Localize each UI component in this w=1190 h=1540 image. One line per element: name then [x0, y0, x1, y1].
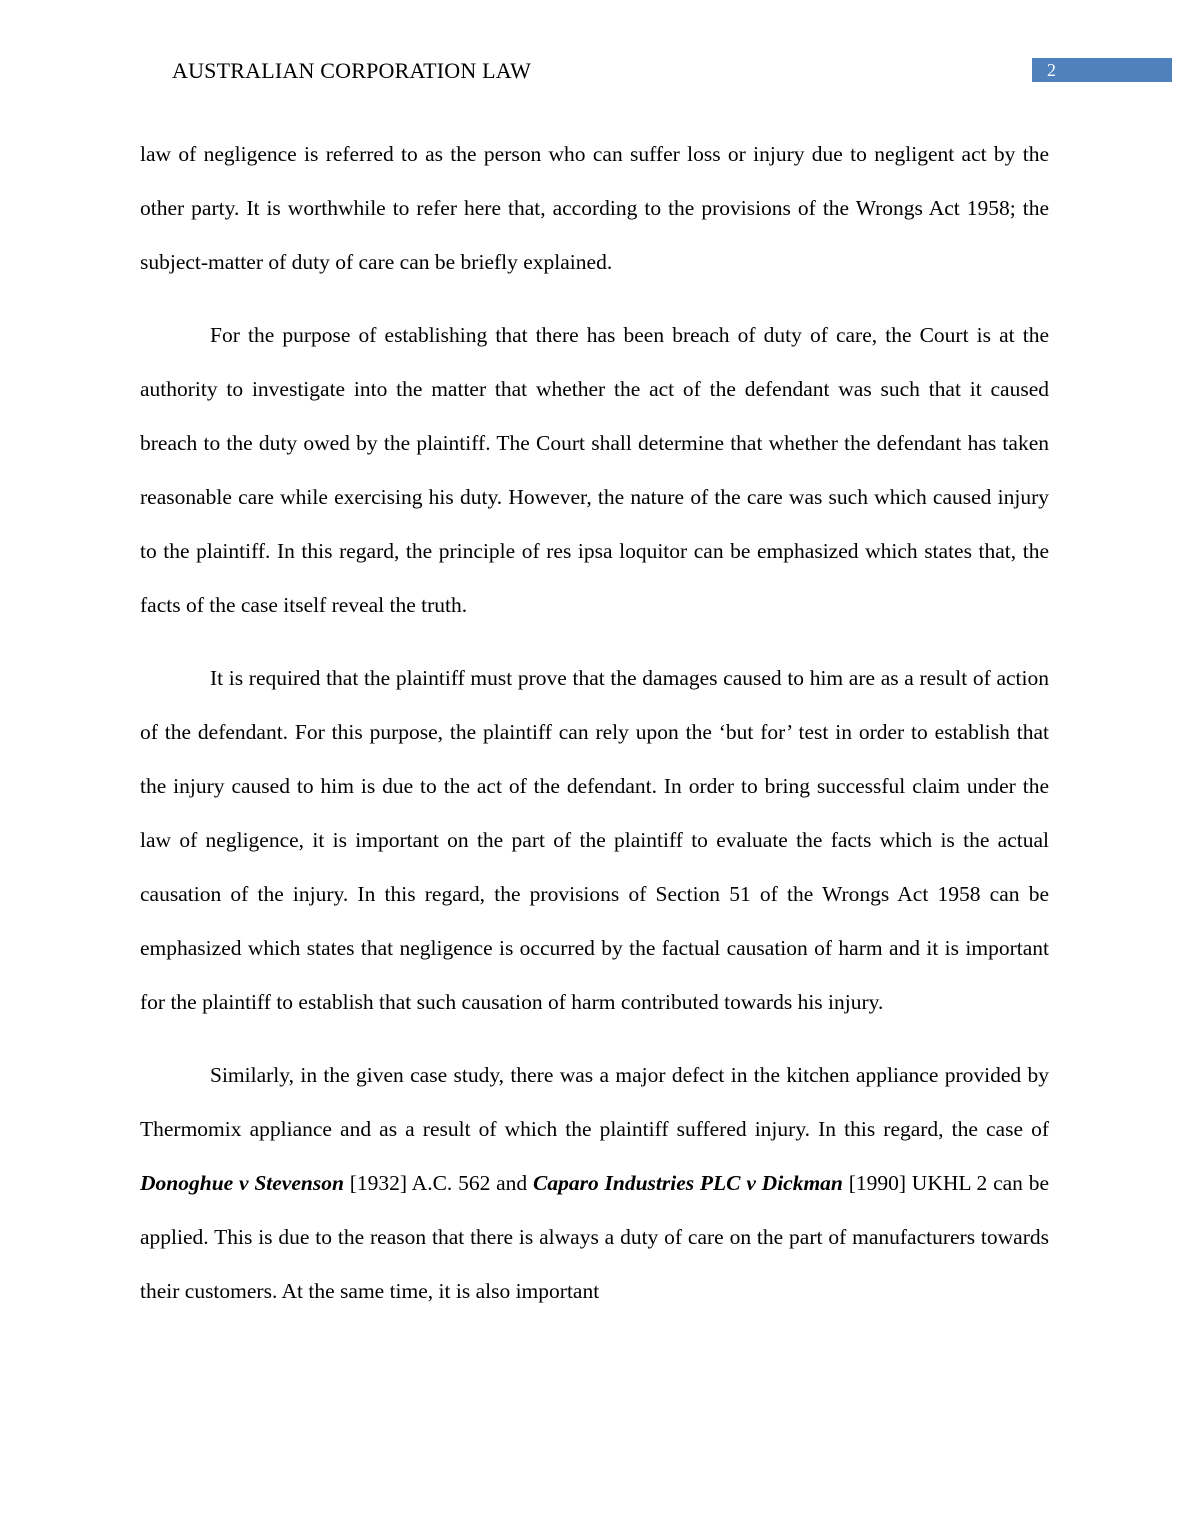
paragraph-4-text-1: Similarly, in the given case study, there was a major defect in the kitchen appliance provided by Thermomix appliance and as a result of which the plaintiff suffered injury. In this regard, the case of: [140, 1063, 1049, 1141]
paragraph-1: law of negligence is referred to as the person who can suffer loss or injury due to negligent act by the other party. It is worthwhile to refer here that, according to the provisions of the Wrongs Act 1958; the subject-matter of duty of care can be briefly explained.: [140, 142, 1049, 274]
case-citation-donoghue: Donoghue v Stevenson: [140, 1171, 344, 1195]
document-body: [140, 127, 1049, 1318]
paragraph-2: For the purpose of establishing that there has been breach of duty of care, the Court is at the authority to investigate into the matter that whether the act of the defendant was such that it caused breach to the duty owed by the plaintiff. The Court shall determine that whether the defendant has taken reasonable care while exercising his duty. However, the nature of the care was such which caused injury to the plaintiff. In this regard, the principle of res ipsa loquitor can be emphasized which states that, the facts of the case itself reveal the truth.: [140, 323, 1049, 617]
paragraph-4-text-2: [1932] A.C. 562 and: [343, 1171, 533, 1195]
paragraph-4: [140, 1048, 1049, 1318]
page-number-badge: 2: [1032, 58, 1172, 82]
case-citation-caparo: Caparo Industries PLC v Dickman: [532, 1171, 843, 1195]
running-header-title: AUSTRALIAN CORPORATION LAW: [172, 58, 532, 83]
paragraph-4-text-3: [1990] UKHL 2 can be applied. This is due to the reason that there is always a duty of care on the part of manufacturers towards their customers. At the same time, it is also important: [140, 1171, 1050, 1303]
paragraph-3: It is required that the plaintiff must prove that the damages caused to him are as a result of action of the defendant. For this purpose, the plaintiff can rely upon the ‘but for’ test in order to establish that the injury caused to him is due to the act of the defendant. In order to bring successful claim under the law of negligence, it is important on the part of the plaintiff to evaluate the facts which is the actual causation of the injury. In this regard, the provisions of Section 51 of the Wrongs Act 1958 can be emphasized which states that negligence is occurred by the factual causation of harm and it is important for the plaintiff to establish that such causation of harm contributed towards his injury.: [140, 666, 1049, 1014]
